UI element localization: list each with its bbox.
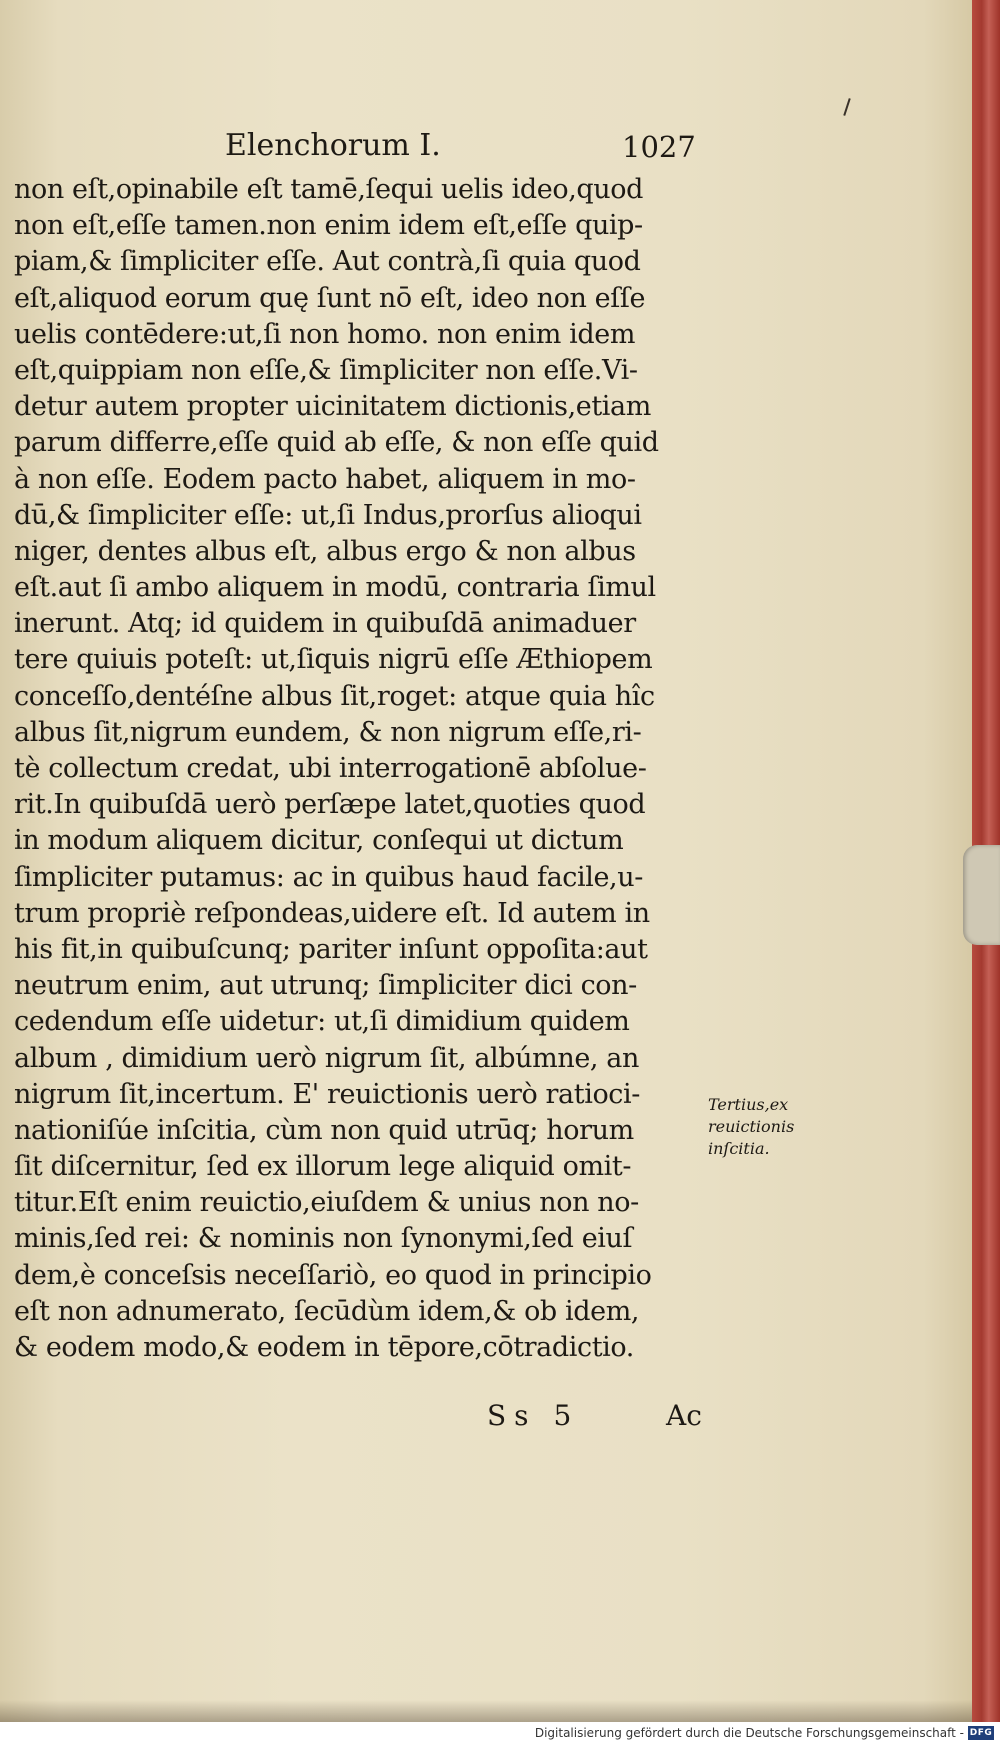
text-line: eſt non adnumerato, ſecūdùm idem,& ob idem, bbox=[14, 1295, 640, 1327]
bookmark-tab bbox=[963, 845, 1000, 945]
marginal-note-line: reuictionis bbox=[708, 1117, 795, 1136]
text-line: uelis contēdere:ut,ſi non homo. non enim idem bbox=[14, 318, 636, 350]
page-bottom-shadow bbox=[0, 1700, 972, 1724]
text-line: parum differre,eſſe quid ab eſſe, & non eſſe quid bbox=[14, 427, 659, 459]
text-line: rit.In quibuſdā uerò perſæpe latet,quoties quod bbox=[14, 789, 646, 821]
signature-mark: Ss 5 bbox=[487, 1399, 580, 1432]
text-line: nationiſúe inſcitia, cùm non quid utrūq; horum bbox=[14, 1114, 634, 1146]
marginal-note-line: Tertius,ex bbox=[708, 1095, 789, 1114]
text-line: albus ſit,nigrum eundem, & non nigrum eſſe,ri- bbox=[14, 716, 642, 748]
text-line: neutrum enim, aut utrunq; ſimpliciter dici con- bbox=[14, 970, 637, 1002]
text-line: dem,è conceſsis neceſſariò, eo quod in principio bbox=[14, 1259, 652, 1291]
text-line: non eſt,eſſe tamen.non enim idem eſt,eſſe quip- bbox=[14, 210, 643, 242]
text-line: tere quiuis poteſt: ut,ſiquis nigrū eſſe Æthiopem bbox=[14, 644, 653, 676]
text-line: cedendum eſſe uidetur: ut,ſi dimidium quidem bbox=[14, 1006, 630, 1038]
marginal-note-line: inſcitia. bbox=[708, 1139, 770, 1158]
marginal-note bbox=[708, 1094, 794, 1160]
text-line: tè collectum credat, ubi interrogationē abſolue- bbox=[14, 753, 647, 784]
digitization-footer bbox=[0, 1722, 1000, 1745]
text-line: minis,ſed rei: & nominis non ſynonymi,ſed eiuſ bbox=[14, 1223, 633, 1255]
text-line: eſt.aut ſi ambo aliquem in modū, contraria ſimul bbox=[14, 572, 656, 604]
text-line: & eodem modo,& eodem in tēpore,cōtradictio. bbox=[14, 1332, 634, 1363]
body-text bbox=[14, 172, 714, 1366]
text-line: inerunt. Atq; id quidem in quibuſdā animaduer bbox=[14, 608, 636, 640]
catchword: Ac bbox=[666, 1399, 702, 1432]
text-line: eſt,quippiam non eſſe,& ſimpliciter non eſſe.Vi- bbox=[14, 354, 638, 386]
text-line: non eſt,opinabile eſt tamē,ſequi uelis ideo,quod bbox=[14, 174, 643, 205]
text-line: nigrum ſit,incertum. E' reuictionis uerò ratioci- bbox=[14, 1078, 640, 1110]
text-line: conceſſo,dentéſne albus ſit,roget: atque quia hîc bbox=[14, 680, 655, 712]
text-line: ſit diſcernitur, ſed ex illorum lege aliquid omit- bbox=[14, 1151, 632, 1183]
text-line: eſt,aliquod eorum quę ſunt nō eſt, ideo non eſſe bbox=[14, 282, 646, 314]
text-line: in modum aliquem dicitur, conſequi ut dictum bbox=[14, 825, 624, 857]
text-line: dū,& ſimpliciter eſſe: ut,ſi Indus,prorſus alioqui bbox=[14, 499, 642, 531]
text-line: titur.Eſt enim reuictio,eiuſdem & unius non no- bbox=[14, 1187, 639, 1219]
text-line: detur autem propter uicinitatem dictionis,etiam bbox=[14, 391, 651, 423]
page-number: 1027 bbox=[622, 130, 696, 164]
stray-ink-mark bbox=[843, 98, 850, 116]
text-line: à non eſſe. Eodem pacto habet, aliquem in mo- bbox=[14, 463, 636, 495]
text-line: piam,& ſimpliciter eſſe. Aut contrà,ſi quia quod bbox=[14, 246, 641, 278]
text-line: album , dimidium uerò nigrum ſit, albúmne, an bbox=[14, 1042, 639, 1074]
running-head: Elenchorum I. bbox=[225, 128, 441, 163]
dfg-logo-icon: DFG bbox=[969, 1728, 993, 1738]
text-line: niger, dentes albus eſt, albus ergo & non albus bbox=[14, 535, 636, 567]
text-line: his fit,in quibuſcunq; pariter inſunt oppoſita:aut bbox=[14, 933, 648, 965]
text-line: ſimpliciter putamus: ac in quibus haud facile,u- bbox=[14, 861, 643, 893]
digitization-credit: Digitalisierung gefördert durch die Deutsche Forschungsgemeinschaft - bbox=[534, 1726, 964, 1740]
text-line: trum propriè reſpondeas,uidere eſt. Id autem in bbox=[14, 897, 650, 929]
